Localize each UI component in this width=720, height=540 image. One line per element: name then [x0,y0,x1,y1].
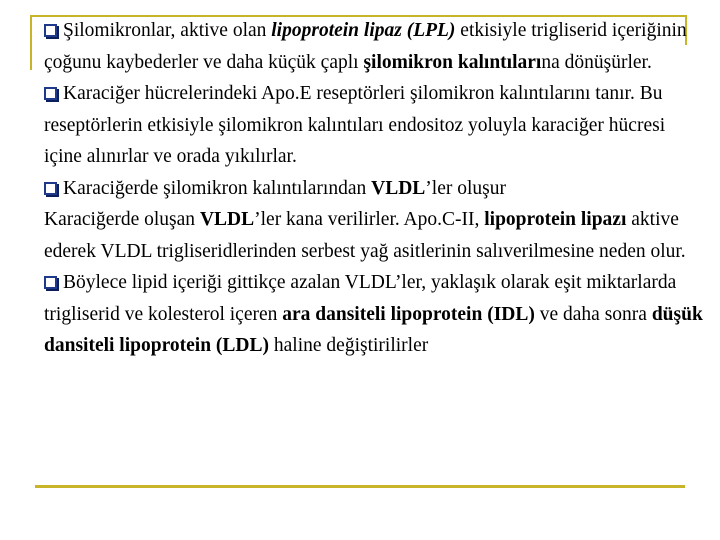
square-bullet-icon [44,276,57,289]
slide-body [44,15,704,362]
paragraph [44,267,704,362]
emphasized-term: VLDL [199,209,255,230]
paragraph [44,204,704,267]
text-segment: Böylece lipid içeriği gittikçe azalan VLDL’ler, yaklaşık olarak eşit miktarlarda trigliserid ve kolesterol içeren [44,272,677,325]
frame-rule-left [30,15,32,70]
emphasized-term: şilomikron kalıntıları [363,51,542,73]
frame-rule-bottom [35,485,685,488]
square-bullet-icon [44,24,57,37]
emphasized-term: lipoprotein lipazı [484,209,627,230]
square-bullet-icon [44,182,57,195]
text-segment: Karaciğerde oluşan [44,209,200,230]
paragraph [44,15,704,78]
paragraph [44,78,704,173]
square-bullet-icon [44,87,57,100]
text-segment: Karaciğerde şilomikron kalıntılarından [63,177,372,199]
emphasized-term: VLDL [371,177,426,199]
text-segment: ve daha sonra [534,303,652,325]
emphasized-term: lipoprotein lipaz (LPL) [271,20,456,41]
emphasized-term: ara dansiteli lipoprotein (IDL) [282,303,535,325]
text-segment: ’ler oluşur [425,177,506,199]
text-segment: ’ler kana verilirler. Apo.C-II, [254,209,485,230]
text-segment: aktive ederek VLDL trigliseridlerinden serbest yağ asitlerinin salıverilmesine neden olur. [44,209,686,262]
paragraph [44,173,704,205]
text-segment: na dönüşürler. [541,51,652,73]
emphasized-term: düşük dansiteli lipoprotein (LDL) [44,303,703,356]
text-segment: Karaciğer hücrelerindeki Apo.E reseptörleri şilomikron kalıntılarını tanır. Bu reseptörlerin etkisiyle şilomikron kalıntıları endositoz yoluyla karaciğer hücresi içine alınırlar ve orada yıkılırlar. [44,83,666,167]
text-segment: Şilomikronlar, aktive olan [63,20,272,41]
text-segment: haline değiştirilirler [269,335,429,356]
text-segment: etkisiyle trigliserid içeriğinin çoğunu kaybederler ve daha küçük çaplı [44,20,687,73]
